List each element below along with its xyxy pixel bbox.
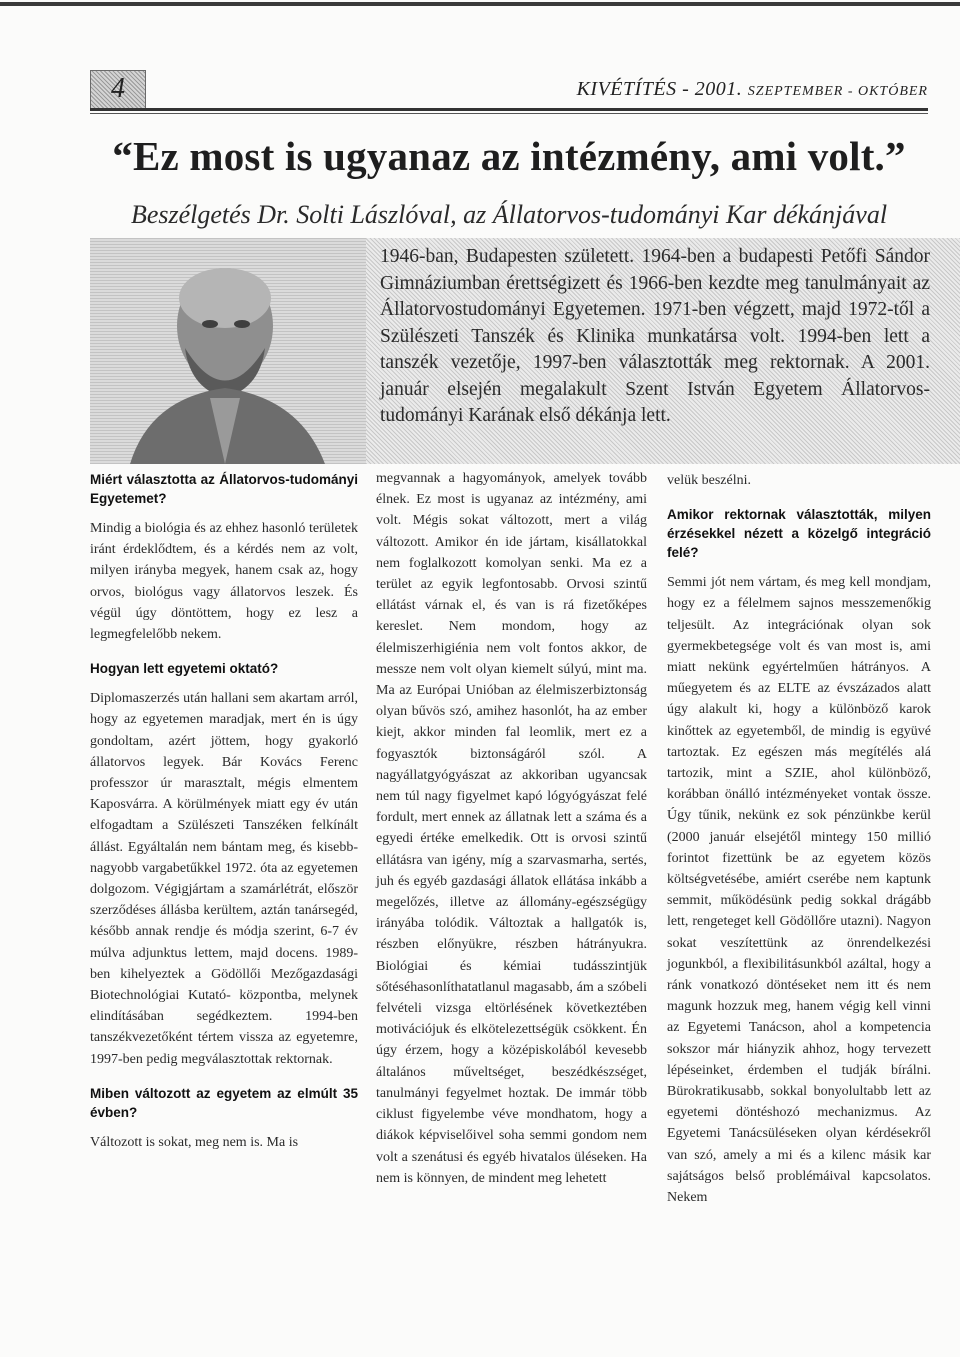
header-rule [90, 108, 928, 111]
intro-text: 1946-ban, Budapesten született. 1964-ben a budapesti Petőfi Sándor Gimnáziumban érettségizett és 1966-ben kezdte meg tanulmányait az Állatorvostudományi Egyetemen. 1971-ben végzett, majd 1972-től a Szülészeti Tanszék és Klinika munkatársa volt. 1994-ben lett a tanszék vezetője, 1997-ben választották meg rektornak. A 2001. január elsején megalakult Szent István Egyetem Állatorvos-tudományi Karának első dékánja lett. [380, 246, 930, 426]
answer-paragraph: Semmi jót nem vártam, és meg kell mondjam, hogy ez a félelmem sajnos messzemenőkig teljesült. Az integrációnak olyan sok gyermekbetegsége volt és van most is, ami miatt nekünk egyértelműen hátrányos. A műegyetem és az ELTE az évszázados alatt úgy alakult ki, hogy a különböző karok kinőttek az egyetemből, de mindig is együvé tartoztak. Ez egészen más megítélés alá tartozik, mint a SZIE, ahol különböző, korábban önálló intézményeket vontak össze. Úgy tűnik, nekünk ez sok pénzünkbe kerül (2000 január elsejétől mintegy 150 millió forintot fizettünk be az egyetem közös költségvetésébe, amiért cserébe nem kaptunk semmit, működésünk pedig sokkal drágább lett, rengeteget kell Gödöllőre utazni). Nagyon sokat veszítettünk az önrendelkezési jogunkból, a flexibilitásunkból azáltal, hogy a ránk vonatkozó döntéseket nem itt és nem magunk hozzuk meg, hanem végig kell vinni az Egyetemi Tanácson, ahol a kompetencia sokszor már hiányzik ahhoz, hogy tervezett lépéseinket, érdemben el tudják bírálni. Bürokratikusabb, sokkal bonyolultabb lett az egyetemi döntéshozó mechanizmus. Az Egyetemi Tanácsüléseken olyan kérdésekről van szó, amely a mi és a kilenc másik kar sajátságos belső problémáival kapcsolatos. Nekem [667, 575, 931, 1206]
header-rule-thin [90, 113, 928, 114]
question-heading: Hogyan lett egyetemi oktató? [90, 661, 279, 677]
article-headline: “Ez most is ugyanaz az intézmény, ami volt.” [112, 133, 906, 179]
masthead [577, 78, 928, 101]
portrait-illustration [90, 238, 366, 464]
column-2 [376, 468, 647, 1189]
masthead-title: KIVÉTÍTÉS - 2001. [576, 78, 743, 100]
portrait-photo [90, 238, 366, 464]
page-number-box [90, 70, 146, 110]
answer-paragraph: Mindig a biológia és az ehhez hasonló területek iránt érdeklődtem, és a kérdés nem az volt, milyen irányba megyek, hanem csak az, hogy orvos, biológus vagy állatorvos leszek. És végül úgy döntöttem, hogy ez lesz a legmegfelelőbb nekem. [90, 521, 358, 643]
answer-paragraph: Változott is sokat, meg nem is. Ma is [90, 1134, 299, 1150]
answer-paragraph: Diplomaszerzés után hallani sem akartam arról, hogy az egyetemen maradjak, mert én is úgy gondoltam, azért jöttem, hogy gyakorló állatorvos legyek. Bár Kovács Ferenc professzor úr marasztalt, mégis elmentem Kaposvárra. A körülmények miatt egy év után elfogadtam a Szülészeti Tanszéken felkínált állást. Egyáltalán nem bántam meg, és kisebb-nagyobb vargabetűkkel 1972. óta az egyetemen dolgozom. Végigjártam a szamárlétrát, először szerződéses állásba kerültem, aztán tanársegéd, később annak rendje és módja szerint, 6-7 év múlva adjunktus lettem, majd docens. 1989-ben kihelyeztek a Gödöllői Mezőgazdasági Biotechnológiai Kutató- központba, melynek elindításában segédkeztem. 1994-ben tanszékvezetőként tértem vissza az egyetemre, 1997-ben pedig megválasztottak rektornak. [90, 691, 358, 1067]
article-subheadline: Beszélgetés Dr. Solti Lászlóval, az Állatorvos-tudományi Kar dékánjával [130, 200, 888, 229]
column-3 [667, 470, 931, 1208]
top-border-line [0, 2, 960, 6]
question-heading: Miért választotta az Állatorvos-tudományi Egyetemet? [90, 472, 358, 506]
answer-paragraph: velük beszélni. [667, 473, 751, 488]
column-1 [90, 470, 358, 1153]
question-heading: Miben változott az egyetem az elmúlt 35 évben? [90, 1085, 358, 1120]
question-heading: Amikor rektornak választották, milyen érzésekkel nézett a közelgő integráció felé? [667, 507, 931, 561]
answer-paragraph: megvannak a hagyományok, amelyek tovább élnek. Ez most is ugyanaz az intézmény, ami volt. Mégis sokat változott, mert a világ változott. Amikor én ide jártam, kisállatokkal nem foglalkozott komolyan senki. Ma ez a terület az egyik legfontosabb. Orvosi szintű ellátást várnak el, és van is rá fizetőképes kereslet. Nem mondom, hogy az élelmiszerhigiénia nem volt fontos akkor, de messze nem volt olyan kiemelt súlyú, mint ma. Ma az Európai Unióban az élelmiszerbiztonság olyan bűvös szó, amihez hasonlót, ha az ember kiejt, akkor minden fal leomlik, mert ez a fogyasztók biztonságáról szól. A nagyállatgyógyászat az akkoriban ugyancsak nem túl nagy figyelmet kapó lógyógyászat felé fordult, mert ennek az állatnak lett a száma és a egyedi értéke emelkedik. Ott is orvosi szintű ellátásra van igény, míg a szarvasmarha, sertés, juh és egyéb gazdasági állatok ellátása inkább a megelőzés, illetve az állomány-egészségügy irányába tolódik. Változtak a hallgatók is, részben előnyükre, részben hátrányukra. Biológiai és kémiai tudásszintjük sőtéséhasonlíthatatlanul magasabb, ám a szóbeli felvételi vizsga eltörlésének következtében motivációjuk és elkötelezettségük csökkent. Én úgy érzem, hogy a középiskolából kevesebb általános műveltséget, beszédkészséget, tanulmányi fegyelmet hoztak. De immár több ciklust figyelembe véve mondhatom, hogy a diákok képviselőivel soha semmi gondom nem volt a szenátusi és egyéb hivatalos üléseken. Ha nem is könnyen, de mindent meg lehetett [376, 471, 647, 1186]
masthead-date: SZEPTEMBER - OKTÓBER [747, 84, 928, 99]
page-number: 4 [111, 73, 125, 104]
